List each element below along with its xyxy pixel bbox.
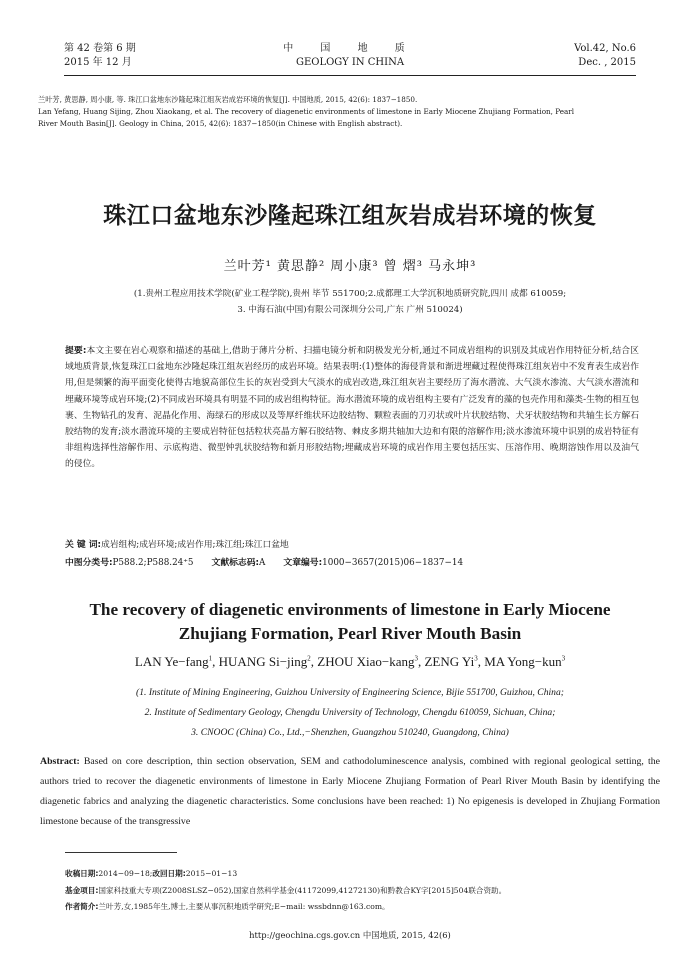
page-footer: http://geochina.cgs.gov.cn 中国地质, 2015, 42(6) bbox=[249, 930, 451, 940]
title-en bbox=[0, 598, 700, 646]
doc-code-label: 文献标志码: bbox=[211, 558, 260, 568]
citation-en-line-2: River Mouth Basin[J]. Geology in China, 2015, 42(6): 1837−1850(in Chinese with English abstract). bbox=[38, 119, 403, 128]
clc-value: P588.2;P588.24⁺5 bbox=[112, 558, 194, 568]
footnote-funding: 基金项目:国家科技重大专项(Z2008SLSZ−052),国家自然科学基金(41172099,41272130)和黔教合KY字[2015]504联合资助。 bbox=[65, 885, 507, 895]
clc-label: 中图分类号: bbox=[65, 558, 113, 568]
header-center bbox=[64, 42, 636, 70]
keywords-cn-text: 成岩组构;成岩环境;成岩作用;珠江组;珠江口盆地 bbox=[101, 540, 289, 550]
author-en: HUANG Si−jing$^2$ bbox=[218, 654, 311, 669]
footnote-author-bio: 作者简介:兰叶芳,女,1985年生,博士,主要从事沉积地质学研究;E−mail: wssbdnn@163.com。 bbox=[65, 902, 390, 911]
citation-block bbox=[38, 94, 662, 130]
citation-cn: 兰叶芳, 黄思静, 周小康, 等. 珠江口盆地东沙隆起珠江组灰岩成岩环境的恢复[J]. 中国地质, 2015, 42(6): 1837−1850. bbox=[38, 95, 418, 104]
header-right bbox=[574, 42, 636, 70]
abstract-en-label: Abstract: bbox=[40, 756, 80, 767]
author-en: LAN Ye−fang$^1$ bbox=[134, 654, 213, 669]
author-en: MA Yong−kun$^3$ bbox=[484, 654, 566, 669]
abstract-en-text: Based on core description, thin section observation, SEM and cathodoluminescence analysis, combined with regional geological setting, the authors tried to recover the diagenetic environments of limestone in Early Miocene Zhujiang Formation of Pearl River Mouth Basin by identifying the diagenetic fabrics and analyzing the diagenetic characteristics. Some conclusions have been reached: 1) No epigenesis is developed in Zhujiang Formation limestone because of the transgressive bbox=[40, 756, 660, 827]
authors-en: LAN Ye−fang$^1$, HUANG Si−jing$^2$, ZHOU Xiao−kang$^3$, ZENG Yi$^3$, MA Yong−kun$^3$ bbox=[134, 654, 566, 669]
running-header bbox=[64, 42, 636, 78]
affiliation-en-line-1: (1. Institute of Mining Engineering, Guizhou University of Engineering Science, Bijie 551700, Guizhou, China; bbox=[136, 687, 564, 698]
affiliation-cn-line-1: (1.贵州工程应用技术学院(矿业工程学院),贵州 毕节 551700;2.成都理工大学沉积地质研究院,四川 成都 610059; bbox=[133, 289, 567, 299]
article-number-value: 1000−3657(2015)06−1837−14 bbox=[322, 558, 464, 568]
footnote-rule bbox=[65, 852, 177, 853]
affiliations-en bbox=[40, 683, 660, 743]
journal-name-en: GEOLOGY IN CHINA bbox=[295, 57, 405, 68]
volume-cn: 第 42 卷第 6 期 bbox=[64, 43, 136, 54]
abstract-cn bbox=[65, 343, 639, 473]
article-number-label: 文章编号: bbox=[283, 558, 323, 568]
author-en: ZENG Yi$^3$ bbox=[424, 654, 478, 669]
keywords-cn-label: 关 键 词: bbox=[65, 540, 102, 550]
affiliation-cn-line-2: 3. 中海石油(中国)有限公司深圳分公司,广东 广州 510024) bbox=[237, 305, 463, 315]
classification-line bbox=[65, 555, 639, 571]
abstract-cn-text: 本文主要在岩心观察和描述的基础上,借助于薄片分析、扫描电镜分析和阴极发光分析,通过不同成岩组构的识别及其成岩作用特征分析,结合区域地质背景,恢复珠江口盆地东沙隆起珠江组灰岩经历的成岩环境。结果表明:(1)整体的海侵背景和渐进埋藏过程使得珠江组灰岩中不发育表生成岩作用,但是频繁的海平面变化使得古地貌高部位生长的灰岩受到大气淡水的成岩改造,珠江组灰岩主要经历了海水潜流、大气淡水渗流、大气淡水潜流和埋藏环境等成岩环境;(2)不同成岩环境具有明显不同的成岩组构特征。海水潜流环境的成岩组构主要有广泛发育的藻的包壳作用和藻类-生物的相互包裹、生物钻孔的发育、泥晶化作用、海绿石的形成以及等厚纤维状环边胶结物、颗粒表面的刀刃状或叶片状胶结物、犬牙状胶结物和共轴生长方解石胶结物的发育;淡水潜流环境的主要成岩特征包括粒状亮晶方解石胶结物、棘皮多期共轴加大边和有限的溶解作用;淡水渗流环境中识别的成岩特征有非组构选择性溶解作用、示底构造、微型钟乳状胶结物和新月形胶结物;埋藏成岩环境的成岩作用主要包括压实、压溶作用、晚期溶蚀作用以及油气的侵位。 bbox=[65, 346, 639, 470]
title-en-line-1: The recovery of diagenetic environments of limestone in Early Miocene bbox=[89, 600, 611, 619]
affiliation-en-line-3: 3. CNOOC (China) Co., Ltd.,−Shenzhen, Guangzhou 510240, Guangdong, China) bbox=[191, 727, 509, 738]
journal-name-cn: 中 国 地 质 bbox=[283, 43, 417, 54]
author-en: ZHOU Xiao−kang$^3$ bbox=[317, 654, 418, 669]
title-en-line-2: Zhujiang Formation, Pearl River Mouth Basin bbox=[178, 624, 522, 643]
affiliations-cn bbox=[50, 286, 650, 318]
date-cn: 2015 年 12 月 bbox=[64, 57, 132, 68]
footnote bbox=[65, 866, 660, 916]
abstract-en bbox=[40, 752, 660, 832]
header-rule bbox=[64, 75, 636, 76]
abstract-cn-label: 提要: bbox=[65, 346, 87, 356]
doc-code-value: A bbox=[259, 558, 266, 568]
authors-cn: 兰叶芳¹ 黄思静² 周小康³ 曾 熠³ 马永坤³ bbox=[223, 259, 477, 274]
keywords-cn bbox=[65, 537, 639, 553]
volume-en: Vol.42, No.6 bbox=[574, 43, 636, 54]
footnote-dates: 收稿日期:2014−09−18;改回日期:2015−01−13 bbox=[65, 869, 238, 878]
citation-en-line-1: Lan Yefang, Huang Sijing, Zhou Xiaokang, et al. The recovery of diagenetic environments of limestone in Early Miocene Zhujiang Formation, Pearl bbox=[38, 107, 575, 116]
title-cn: 珠江口盆地东沙隆起珠江组灰岩成岩环境的恢复 bbox=[103, 203, 597, 229]
date-en: Dec. , 2015 bbox=[578, 57, 636, 68]
affiliation-en-line-2: 2. Institute of Sedimentary Geology, Chengdu University of Technology, Chengdu 610059, Sichuan, China; bbox=[144, 707, 556, 718]
